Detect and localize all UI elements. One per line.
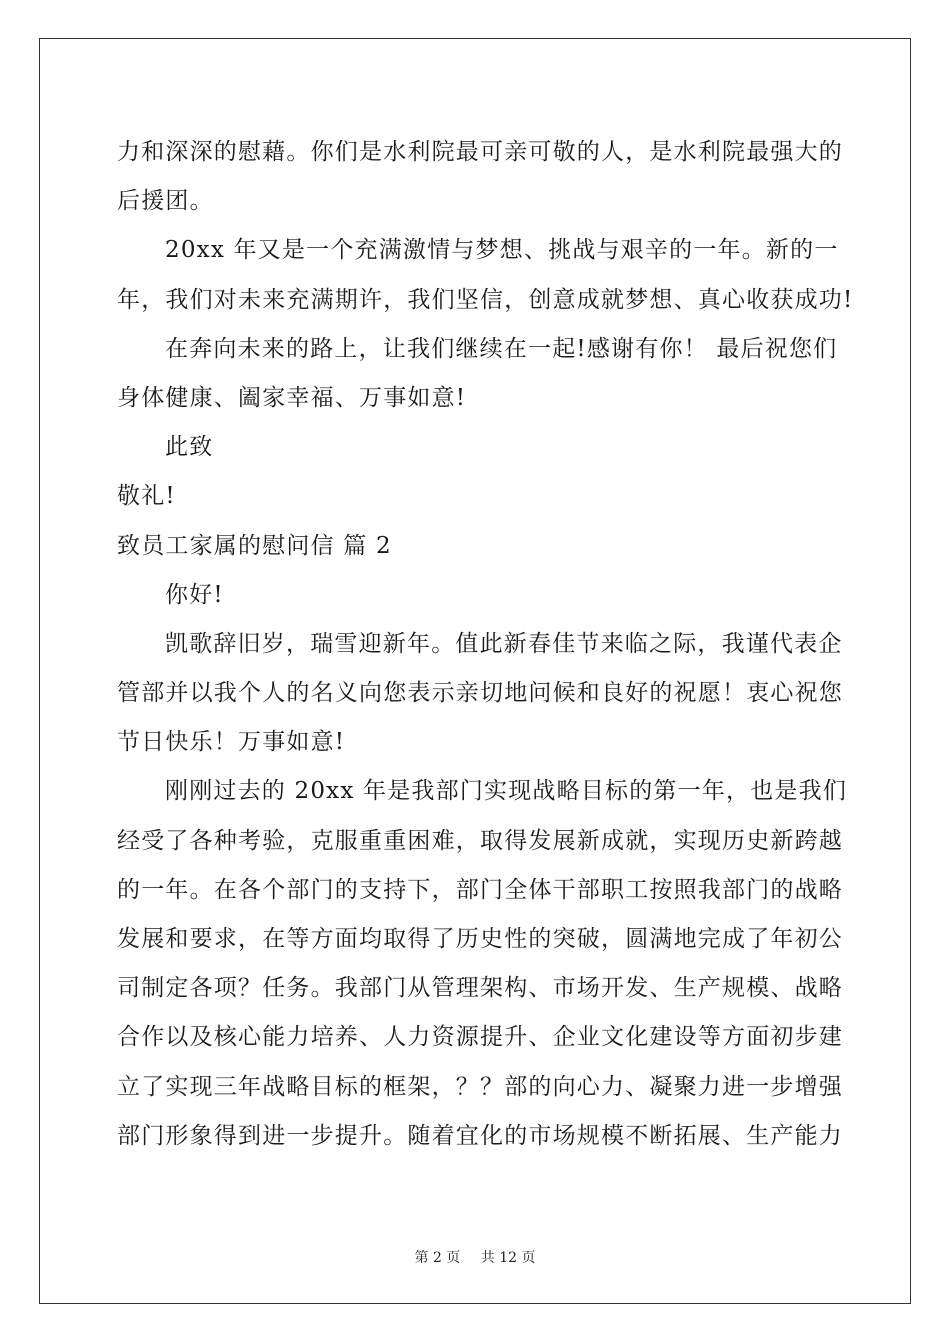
greeting: 你好! xyxy=(165,581,224,608)
text-line: 发展和要求，在等方面均取得了历史性的突破，圆满地完成了年初公 xyxy=(117,926,843,952)
closing-regards: 敬礼! xyxy=(117,483,176,510)
text-line: 20xx 年又是一个充满激情与梦想、挑战与艰辛的一年。新的一 xyxy=(165,237,839,264)
text-line: 节日快乐！万事如意! xyxy=(117,729,346,756)
document-body xyxy=(117,128,854,1161)
text-line: 管部并以我个人的名义向您表示亲切地问候和良好的祝愿！衷心祝您 xyxy=(117,680,843,707)
text-line: 在奔向未来的路上，让我们继续在一起!感谢有你！ 最后祝您们 xyxy=(165,335,838,362)
text-line: 年，我们对未来充满期许，我们坚信，创意成就梦想、真心收获成功! xyxy=(117,286,854,313)
section-heading: 致员工家属的慰问信 篇 2 xyxy=(117,532,392,559)
text-line: 力和深深的慰藉。你们是水利院最可亲可敬的人，是水利院最强大的 xyxy=(117,139,843,165)
text-line: 司制定各项？任务。我部门从管理架构、市场开发、生产规模、战略 xyxy=(117,975,843,1002)
text-line: 后援团。 xyxy=(117,188,214,215)
text-line: 的一年。在各个部门的支持下，部门全体干部职工按照我部门的战略 xyxy=(117,876,843,903)
page-total: 共 12 页 xyxy=(480,1250,536,1266)
closing-salutation: 此致 xyxy=(165,434,214,461)
text-line: 部门形象得到进一步提升。随着宜化的市场规模不断拓展、生产能力 xyxy=(117,1122,843,1149)
text-line: 刚刚过去的 20xx 年是我部门实现战略目标的第一年，也是我们 xyxy=(165,778,848,805)
text-line: 凯歌辞旧岁，瑞雪迎新年。值此新春佳节来临之际，我谨代表企 xyxy=(165,630,843,657)
text-line: 身体健康、阖家幸福、万事如意! xyxy=(117,384,467,411)
text-line: 经受了各种考验，克服重重困难，取得发展新成就，实现历史新跨越 xyxy=(117,827,843,854)
page-number: 第 2 页 xyxy=(414,1250,461,1266)
text-line: 合作以及核心能力培养、人力资源提升、企业文化建设等方面初步建 xyxy=(117,1024,843,1051)
text-line: 立了实现三年战略目标的框架，？？部的向心力、凝聚力进一步增强 xyxy=(117,1073,843,1100)
page-footer xyxy=(0,1247,950,1267)
